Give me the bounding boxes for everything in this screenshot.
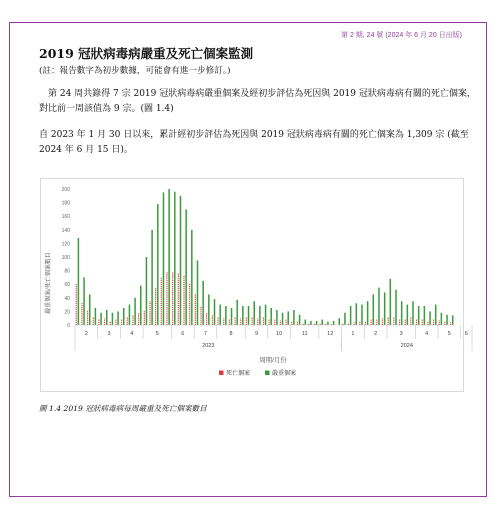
severe-bar (95, 308, 97, 325)
severe-bar (129, 305, 131, 325)
month-tick-label: 3 (107, 331, 111, 337)
severe-bar (191, 230, 193, 325)
severe-bar (276, 310, 278, 325)
month-tick-label: 9 (254, 331, 259, 337)
severe-bar (344, 313, 346, 325)
severe-bar (157, 204, 159, 325)
severe-bar (452, 315, 454, 325)
month-tick-label: 1 (351, 331, 355, 337)
severe-bar (236, 300, 238, 325)
weekly-cases-chart (41, 179, 468, 391)
severe-bar (168, 189, 170, 325)
y-tick-label: 40 (64, 295, 70, 302)
severe-bar (378, 288, 380, 325)
severe-bar (83, 277, 85, 325)
legend-swatch (265, 371, 270, 376)
month-tick-label: 6 (181, 331, 185, 337)
severe-bar (134, 298, 136, 325)
severe-bar (418, 306, 420, 325)
severe-bar (151, 230, 153, 325)
severe-bar (361, 305, 363, 325)
severe-bar (225, 306, 227, 325)
severe-bar (78, 238, 80, 325)
severe-bar (242, 306, 244, 325)
month-tick-label: 4 (425, 331, 429, 337)
severe-bar (253, 301, 255, 325)
severe-bar (322, 320, 324, 325)
severe-bar (287, 311, 289, 325)
severe-bar (100, 313, 102, 325)
severe-bar (219, 305, 221, 325)
severe-bar (282, 313, 284, 325)
severe-bar (185, 209, 187, 325)
y-tick-label: 20 (64, 309, 70, 316)
severe-bar (174, 192, 176, 325)
severe-bar (208, 294, 210, 325)
bars-layer (76, 189, 453, 325)
severe-bar (367, 301, 369, 325)
severe-bar (356, 303, 358, 325)
severe-bar (112, 313, 114, 325)
severe-bar (265, 305, 267, 325)
severe-bar (293, 310, 295, 325)
severe-bar (412, 301, 414, 325)
severe-bar (446, 315, 448, 325)
paragraph-weekly-cases: 第 24 周共錄得 7 宗 2019 冠狀病毒病嚴重個案及經初步評估為死因與 2019 冠狀病毒病有關的死亡個案，對比前一周該值為 9 宗。(圖 1.4) (39, 89, 476, 114)
legend-swatch (219, 371, 224, 376)
month-tick-label: 7 (203, 331, 207, 337)
y-tick-label: 180 (61, 200, 70, 207)
month-tick-label: 5 (447, 331, 451, 337)
legend-label: 死亡個案 (226, 371, 251, 377)
severe-bar (117, 311, 119, 325)
severe-bar (429, 311, 431, 325)
month-tick-label: 6 (464, 331, 468, 337)
severe-bar (270, 308, 272, 325)
month-tick-label: 2 (84, 331, 88, 337)
month-tick-label: 2 (374, 331, 378, 337)
month-tick-label: 4 (130, 331, 134, 337)
y-tick-label: 120 (61, 241, 70, 248)
severe-bar (163, 192, 165, 325)
severe-bar (259, 306, 261, 325)
y-axis-label: 嚴重個案/死亡個案數目 (46, 252, 52, 314)
y-tick-label: 80 (64, 268, 70, 275)
legend-label: 嚴重個案 (272, 371, 297, 377)
y-axis (62, 187, 71, 329)
y-tick-label: 0 (67, 323, 70, 329)
severe-bar (299, 315, 301, 325)
month-tick-label: 5 (155, 331, 159, 337)
paragraph-cumulative-deaths: 自 2023 年 1 月 30 日以來，累計經初步評估為死因與 2019 冠狀病毒病有關的死亡個案為 1,309 宗 (截至 2024 年 6 月 15 日)。 (39, 130, 469, 155)
severe-bar (350, 306, 352, 325)
month-tick-label: 3 (399, 331, 403, 337)
severe-bar (441, 313, 443, 325)
severe-bar (197, 260, 199, 325)
severe-bar (333, 321, 335, 325)
figure-caption: 圖 1.4 2019 冠狀病毒病每周嚴重及死亡個案數目 (39, 404, 207, 413)
y-tick-label: 60 (64, 282, 70, 289)
severe-bar (435, 305, 437, 325)
severe-bar (140, 286, 142, 325)
issue-header: 第 2 期, 24 號 (2024 年 6 月 20 日出版) (341, 32, 462, 39)
month-tick-label: 12 (327, 331, 334, 337)
severe-bar (231, 308, 233, 325)
severe-bar (305, 320, 307, 325)
chart-legend (219, 369, 296, 377)
month-tick-label: 8 (229, 331, 233, 337)
severe-bar (339, 318, 341, 325)
severe-bar (401, 301, 403, 325)
y-tick-label: 100 (61, 255, 70, 261)
severe-bar (202, 281, 204, 325)
severe-bar (106, 310, 108, 325)
severe-bar (180, 196, 182, 325)
month-tick-label: 10 (276, 331, 283, 337)
x-axis-label: 周期/月份 (259, 357, 287, 364)
severe-bar (310, 321, 312, 325)
year-label: 2023 (202, 343, 215, 349)
severe-bar (395, 290, 397, 325)
severe-bar (390, 279, 392, 325)
severe-bar (373, 294, 375, 325)
y-tick-label: 140 (61, 227, 70, 234)
severe-bar (424, 306, 426, 325)
severe-bar (89, 294, 91, 325)
severe-bar (123, 308, 125, 325)
x-axis (75, 325, 472, 351)
severe-bar (327, 322, 329, 325)
month-tick-label: 11 (301, 331, 308, 337)
chart-container (40, 178, 468, 392)
severe-bar (407, 305, 409, 325)
y-tick-label: 160 (61, 214, 70, 221)
severe-bar (248, 306, 250, 325)
severe-bar (146, 257, 148, 325)
section-title: 2019 冠狀病毒病嚴重及死亡個案監測 (39, 46, 254, 61)
year-label: 2024 (400, 343, 413, 349)
severe-bar (214, 299, 216, 325)
severe-bar (384, 292, 386, 325)
severe-bar (316, 321, 318, 325)
data-note: (註：報告數字為初步數據，可能會有進一步修訂。) (39, 66, 231, 76)
y-tick-label: 200 (61, 187, 70, 193)
